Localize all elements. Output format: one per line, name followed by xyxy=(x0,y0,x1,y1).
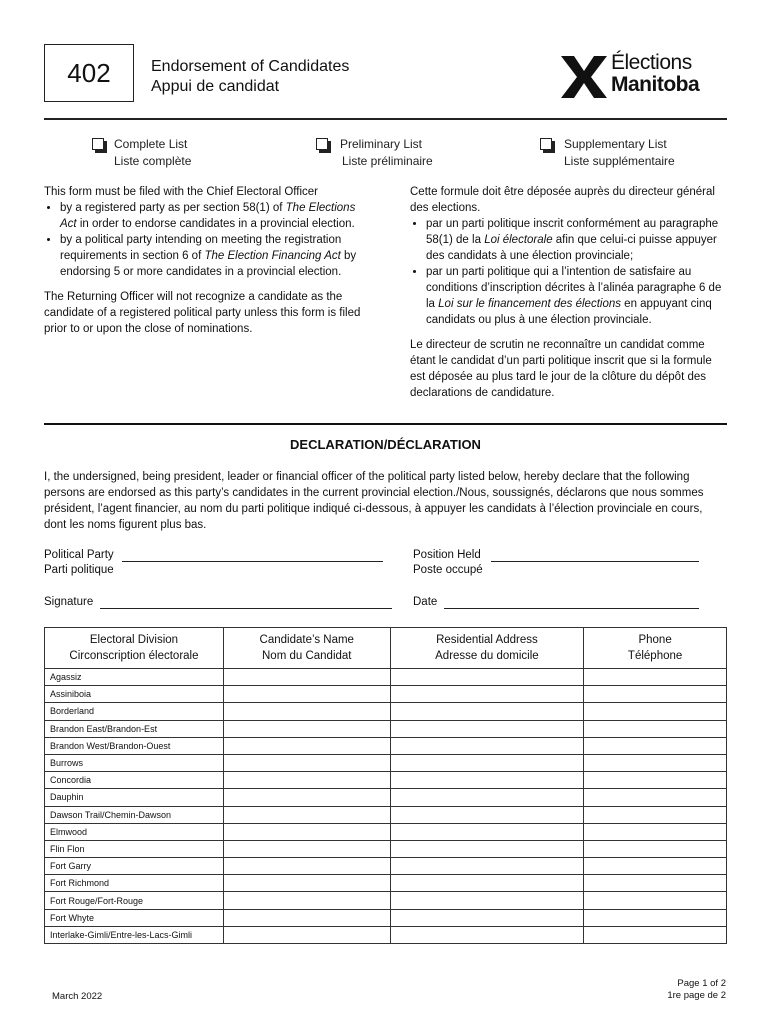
intro-paragraph: The Returning Officer will not recognize a candidate as the candidate of a registered political party unless this form is filed prior to or upon the close of nominations. xyxy=(44,291,361,335)
intro-lead: Cette formule doit être déposée auprès du directeur général des elections. xyxy=(410,186,715,214)
table-row xyxy=(45,823,727,840)
candidate-name-cell[interactable] xyxy=(223,806,390,823)
residential-address-cell[interactable] xyxy=(390,909,584,926)
phone-cell[interactable] xyxy=(584,737,727,754)
phone-cell[interactable] xyxy=(584,875,727,892)
declaration-title: DECLARATION/DÉCLARATION xyxy=(290,437,481,452)
phone-cell[interactable] xyxy=(584,686,727,703)
residential-address-cell[interactable] xyxy=(390,686,584,703)
electoral-division-cell: Concordia xyxy=(45,772,224,789)
signature-field[interactable] xyxy=(100,608,392,609)
phone-cell[interactable] xyxy=(584,840,727,857)
candidate-name-cell[interactable] xyxy=(223,703,390,720)
date-label: Date xyxy=(413,596,438,608)
table-row xyxy=(45,754,727,771)
candidates-table xyxy=(44,627,727,944)
intro-bullet: • by a registered party as per section 58(1) of The Elections Act in order to endorse candidates in a provincial election. xyxy=(60,200,369,232)
residential-address-cell[interactable] xyxy=(390,806,584,823)
electoral-division-cell: Flin Flon xyxy=(45,840,224,857)
table-row xyxy=(45,686,727,703)
table-row xyxy=(45,703,727,720)
candidate-name-cell[interactable] xyxy=(223,909,390,926)
option-label-fr: Liste préliminaire xyxy=(342,154,433,168)
option-label-fr: Liste supplémentaire xyxy=(564,154,675,168)
phone-cell[interactable] xyxy=(584,772,727,789)
table-row xyxy=(45,840,727,857)
table-row xyxy=(45,669,727,686)
table-row xyxy=(45,892,727,909)
intro-bullet: • par un parti politique inscrit conformément au paragraphe 58(1) de la Loi électorale afin que celui-ci puisse appuyer des candidats à une élection provinciale; xyxy=(426,216,725,264)
intro-bullets xyxy=(410,216,725,328)
supplementary-list-option[interactable] xyxy=(540,136,710,170)
candidate-name-cell[interactable] xyxy=(223,823,390,840)
complete-list-option[interactable] xyxy=(92,136,242,170)
form-title xyxy=(151,57,349,97)
preliminary-list-option[interactable] xyxy=(316,136,476,170)
signature-label: Signature xyxy=(44,596,94,608)
table-row xyxy=(45,720,727,737)
intro-french xyxy=(410,184,725,410)
candidate-name-cell[interactable] xyxy=(223,875,390,892)
electoral-division-cell: Brandon East/Brandon-Est xyxy=(45,720,224,737)
residential-address-cell[interactable] xyxy=(390,875,584,892)
phone-cell[interactable] xyxy=(584,720,727,737)
header-candidate-name: Candidate’s Name Nom du Candidat xyxy=(223,628,390,669)
table-row xyxy=(45,909,727,926)
electoral-division-cell: Assiniboia xyxy=(45,686,224,703)
checkbox-icon[interactable] xyxy=(92,138,104,150)
residential-address-cell[interactable] xyxy=(390,720,584,737)
phone-cell[interactable] xyxy=(584,858,727,875)
table-row xyxy=(45,772,727,789)
candidate-name-cell[interactable] xyxy=(223,669,390,686)
electoral-division-cell: Agassiz xyxy=(45,669,224,686)
candidate-name-cell[interactable] xyxy=(223,772,390,789)
phone-cell[interactable] xyxy=(584,806,727,823)
header-electoral-division: Electoral Division Circonscription électorale xyxy=(45,628,224,669)
intro-bullet: • by a political party intending on meeting the registration requirements in section 6 of The Election Financing Act by endorsing 5 or more candidates in a provincial election. xyxy=(60,232,369,280)
residential-address-cell[interactable] xyxy=(390,669,584,686)
table-row xyxy=(45,926,727,943)
electoral-division-cell: Fort Whyte xyxy=(45,909,224,926)
residential-address-cell[interactable] xyxy=(390,858,584,875)
residential-address-cell[interactable] xyxy=(390,703,584,720)
option-label-en: Complete List xyxy=(114,137,188,151)
logo-line2: Manitoba xyxy=(611,73,700,96)
electoral-division-cell: Fort Garry xyxy=(45,858,224,875)
phone-cell[interactable] xyxy=(584,926,727,943)
declaration-text: I, the undersigned, being president, leader or financial officer of the political party listed below, hereby declare that the following persons are endorsed as this party’s candidates in the current provincial election./Nous, soussignés, déclarons que nous sommes président, l’agent financier, au nom du parti politique indiqué ci-dessous, à appuyer les candidats à l’élection provinciale en cours, dont les noms figurent plus bas. xyxy=(44,471,704,531)
phone-cell[interactable] xyxy=(584,892,727,909)
table-row xyxy=(45,737,727,754)
checkbox-icon[interactable] xyxy=(540,138,552,150)
phone-cell[interactable] xyxy=(584,789,727,806)
position-held-field[interactable] xyxy=(491,561,699,562)
table-row xyxy=(45,789,727,806)
intro-lead: This form must be filed with the Chief Electoral Officer xyxy=(44,186,318,198)
logo-line1: Élections xyxy=(611,51,692,74)
intro-bullet: • par un parti politique qui a l’intention de satisfaire au conditions d’inscription décrites à l’alinéa paragraphe 6 de la Loi sur le financement des élections en appuyant cinq candidats ou plus à une élection provinciale. xyxy=(426,264,725,328)
form-number: 402 xyxy=(44,44,134,102)
residential-address-cell[interactable] xyxy=(390,789,584,806)
header-residential-address: Residential Address Adresse du domicile xyxy=(390,628,584,669)
phone-cell[interactable] xyxy=(584,669,727,686)
candidate-name-cell[interactable] xyxy=(223,720,390,737)
residential-address-cell[interactable] xyxy=(390,840,584,857)
elections-manitoba-logo xyxy=(561,52,731,100)
option-label-fr: Liste complète xyxy=(114,154,192,168)
intro-bullets xyxy=(44,200,369,280)
phone-cell[interactable] xyxy=(584,823,727,840)
electoral-division-cell: Borderland xyxy=(45,703,224,720)
page-number: Page 1 of 2 1re page de 2 xyxy=(667,978,726,1001)
phone-cell[interactable] xyxy=(584,703,727,720)
candidate-name-cell[interactable] xyxy=(223,686,390,703)
electoral-division-cell: Burrows xyxy=(45,754,224,771)
residential-address-cell[interactable] xyxy=(390,772,584,789)
option-label-en: Supplementary List xyxy=(564,137,667,151)
residential-address-cell[interactable] xyxy=(390,892,584,909)
option-label-en: Preliminary List xyxy=(340,137,423,151)
electoral-division-cell: Fort Richmond xyxy=(45,875,224,892)
date-field[interactable] xyxy=(444,608,699,609)
table-row xyxy=(45,858,727,875)
candidate-name-cell[interactable] xyxy=(223,858,390,875)
footer-date: March 2022 xyxy=(52,991,103,1002)
header-divider xyxy=(44,118,727,120)
residential-address-cell[interactable] xyxy=(390,754,584,771)
political-party-field[interactable] xyxy=(122,561,383,562)
intro-english xyxy=(44,184,369,346)
table-header-row xyxy=(45,628,727,669)
form-title-en: Endorsement of Candidates xyxy=(151,58,350,75)
electoral-division-cell: Elmwood xyxy=(45,823,224,840)
candidate-name-cell[interactable] xyxy=(223,840,390,857)
form-title-fr: Appui de candidat xyxy=(151,78,280,95)
electoral-division-cell: Interlake-Gimli/Entre-les-Lacs-Gimli xyxy=(45,926,224,943)
residential-address-cell[interactable] xyxy=(390,926,584,943)
x-logo-icon xyxy=(561,56,607,98)
phone-cell[interactable] xyxy=(584,754,727,771)
table-row xyxy=(45,806,727,823)
candidate-name-cell[interactable] xyxy=(223,892,390,909)
electoral-division-cell: Brandon West/Brandon-Ouest xyxy=(45,737,224,754)
electoral-division-cell: Fort Rouge/Fort-Rouge xyxy=(45,892,224,909)
intro-paragraph: Le directeur de scrutin ne reconnaître un candidat comme étant le candidat d’un parti politique inscrit que si la formule est déposée au plus tard le jour de la clôture du dépôt des declarations de candidature. xyxy=(410,339,712,399)
residential-address-cell[interactable] xyxy=(390,737,584,754)
candidate-name-cell[interactable] xyxy=(223,737,390,754)
electoral-division-cell: Dauphin xyxy=(45,789,224,806)
political-party-label: Political Party Parti politique xyxy=(44,549,114,576)
electoral-division-cell: Dawson Trail/Chemin-Dawson xyxy=(45,806,224,823)
phone-cell[interactable] xyxy=(584,909,727,926)
checkbox-icon[interactable] xyxy=(316,138,328,150)
header-phone: Phone Téléphone xyxy=(584,628,727,669)
section-divider xyxy=(44,423,727,425)
residential-address-cell[interactable] xyxy=(390,823,584,840)
candidate-name-cell[interactable] xyxy=(223,789,390,806)
candidate-name-cell[interactable] xyxy=(223,754,390,771)
position-held-label: Position Held Poste occupé xyxy=(413,549,483,576)
candidate-name-cell[interactable] xyxy=(223,926,390,943)
table-row xyxy=(45,875,727,892)
